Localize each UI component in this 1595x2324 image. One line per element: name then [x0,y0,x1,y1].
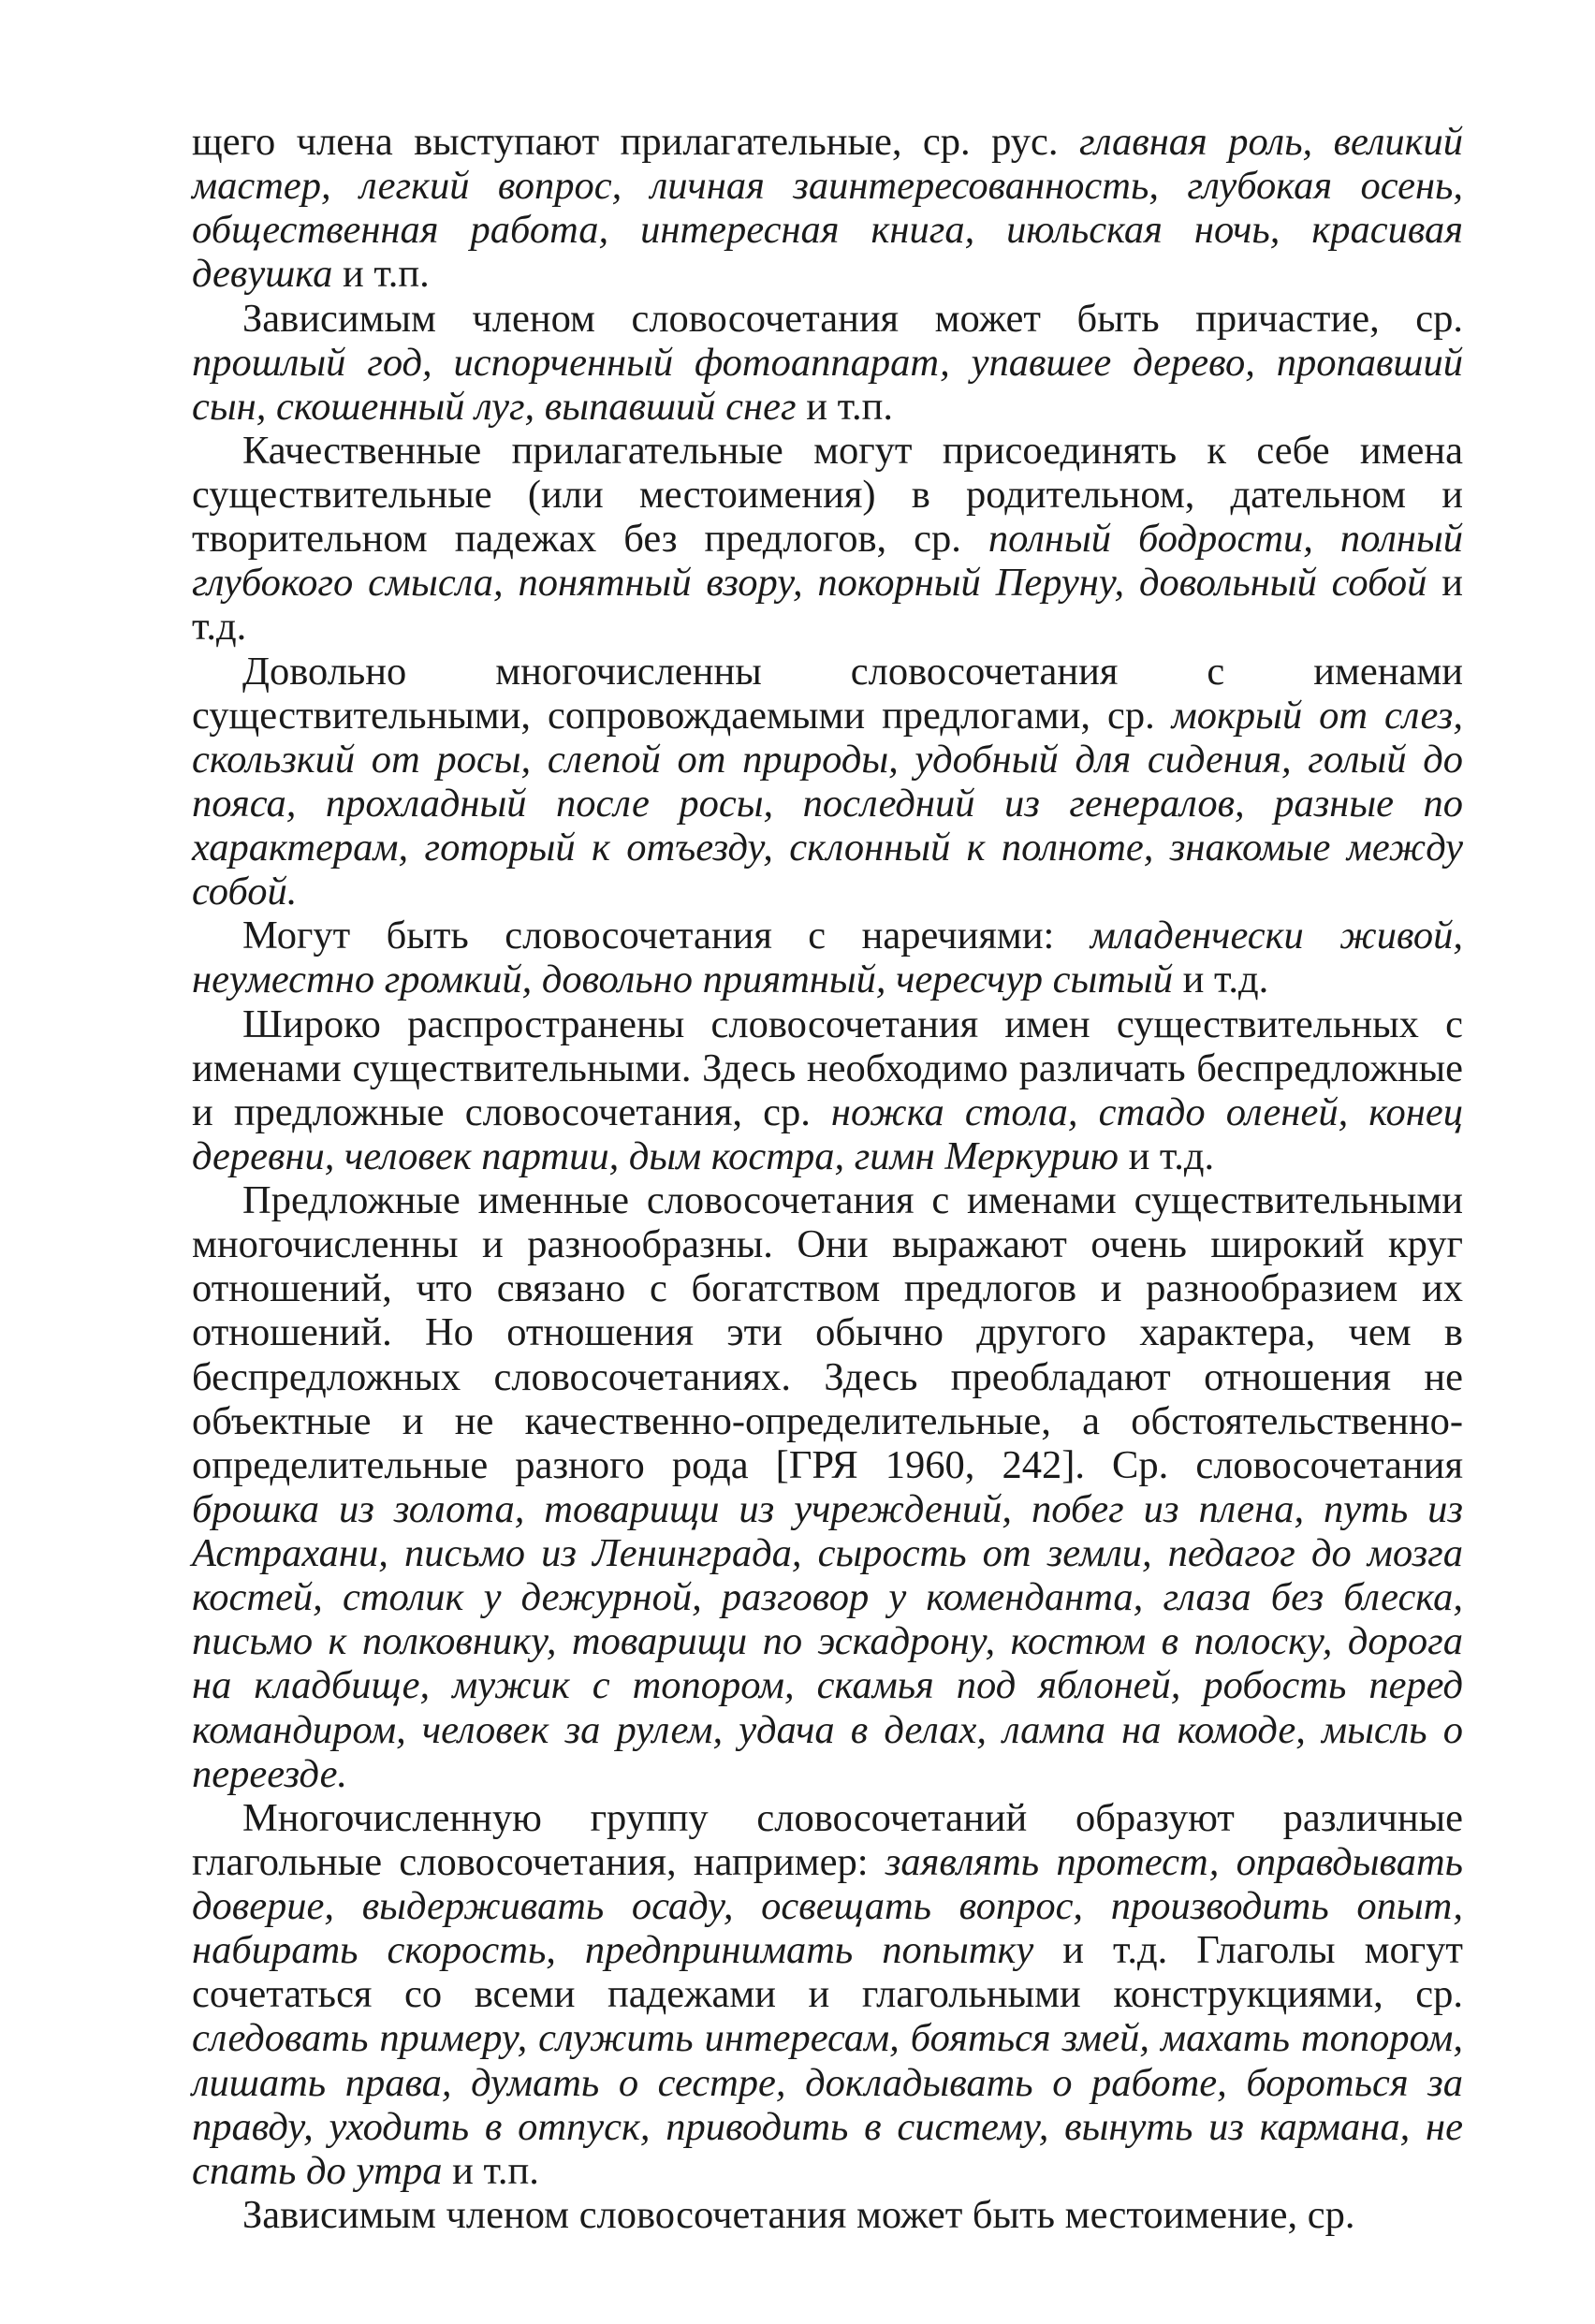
page-text-body [192,120,1463,2237]
example-text: ножка стола, стадо оленей, конец деревни, человек партии, дым костра, гимн Меркурию [192,1089,1463,1178]
body-text: Качественные прилагательные могут присоединять к себе имена существительные (или местоимения) в родительном, дательном и творительном падежах без предлогов, ср. [192,428,1463,562]
body-text: и т.д. [1172,957,1269,1002]
paragraph [192,1178,1463,1796]
body-text: Зависимым членом словосочетания может быть причастие, ср. [242,296,1463,341]
body-text: Широко распространены словосочетания имен существительных с именами существительными. Здесь необходимо различать беспредложные и предложные словосочетания, ср. [192,1001,1463,1134]
paragraph [192,1796,1463,2193]
example-text: брошка из золота, товарищи из учреждений, побег из плена, путь из Астрахани, письмо из Ленинграда, сырость от земли, педагог до мозга костей, столик у дежурной, разговор у коменданта, глаза без блеска, письмо к полковнику, товарищи по эскадрону, костюм в полоску, дорога на кладбище, мужик с топором, скамья под яблоней, робость перед командиром, человек за рулем, удача в делах, лампа на комоде, мысль о переезде. [192,1486,1463,1796]
body-text: и т.д. Глаголы могут сочетаться со всеми падежами и глагольными конструкциями, ср. [192,1928,1463,2017]
paragraph [192,914,1463,1001]
body-text: Довольно многочисленны словосочетания с именами существительными, сопровождаемыми предлогами, ср. [192,649,1463,738]
example-text: следовать примеру, служить интересам, бояться змей, махать топором, лишать права, думать о сестре, докладывать о работе, бороться за правду, уходить в отпуск, приводить в систему, вынуть из кармана, не спать до утра [192,2016,1463,2193]
body-text: Могут быть словосочетания с наречиями: [242,914,1090,958]
body-text: и т.п. [796,384,893,429]
example-text: мокрый от слез, скользкий от росы, слепой от природы, удобный для сидения, голый до пояса, прохладный после росы, последний из генералов, разные по характерам, готорый к отъезду, склонный к полноте, знакомые между собой. [192,693,1463,914]
paragraph [192,1002,1463,1179]
example-text: главная роль, великий мастер, легкий вопрос, личная заинтересованность, глубокая осень, общественная работа, интересная книга, июльская ночь, красивая девушка [192,120,1464,297]
body-text: Многочисленную группу словосочетаний образуют различные глагольные словосочетания, например: [192,1795,1463,1884]
example-text: младенчески живой, неуместно громкий, довольно приятный, чересчур сытый [192,914,1463,1002]
example-text: прошлый год, испорченный фотоаппарат, упавшее дерево, пропавший сын, скошенный луг, выпавший снег [192,340,1463,429]
body-text: Зависимым членом словосочетания может быть местоимение, ср. [242,2192,1355,2237]
example-text: полный бодрости, полный глубокого смысла, понятный взору, покорный Перуну, довольный собой [192,517,1463,606]
body-text: и т.п. [332,252,430,297]
body-text: щего члена выступают прилагательные, ср. рус. [192,120,1079,164]
body-text: и т.п. [442,2148,539,2193]
example-text: заявлять протест, оправдывать доверие, выдерживать осаду, освещать вопрос, производить опыт, набирать скорость, предпринимать попытку [192,1839,1463,1973]
body-text: Предложные именные словосочетания с именами существительными многочисленны и разнообразны. Они выражают очень широкий круг отношений, что связано с богатством предлогов и разнообразием их отношений. Но отношения эти обычно другого характера, чем в беспредложных словосочетаниях. Здесь преобладают отношения не объектные и не качественно-определительные, а обстоятельственно-определительные разного рода [ГРЯ 1960, 242]. Ср. словосочетания [192,1178,1463,1487]
body-text: и т.д. [192,561,1463,650]
paragraph [192,297,1463,429]
paragraph [192,650,1463,914]
paragraph [192,120,1463,297]
paragraph [192,2193,1463,2237]
paragraph [192,429,1463,650]
body-text: и т.д. [1118,1133,1215,1178]
